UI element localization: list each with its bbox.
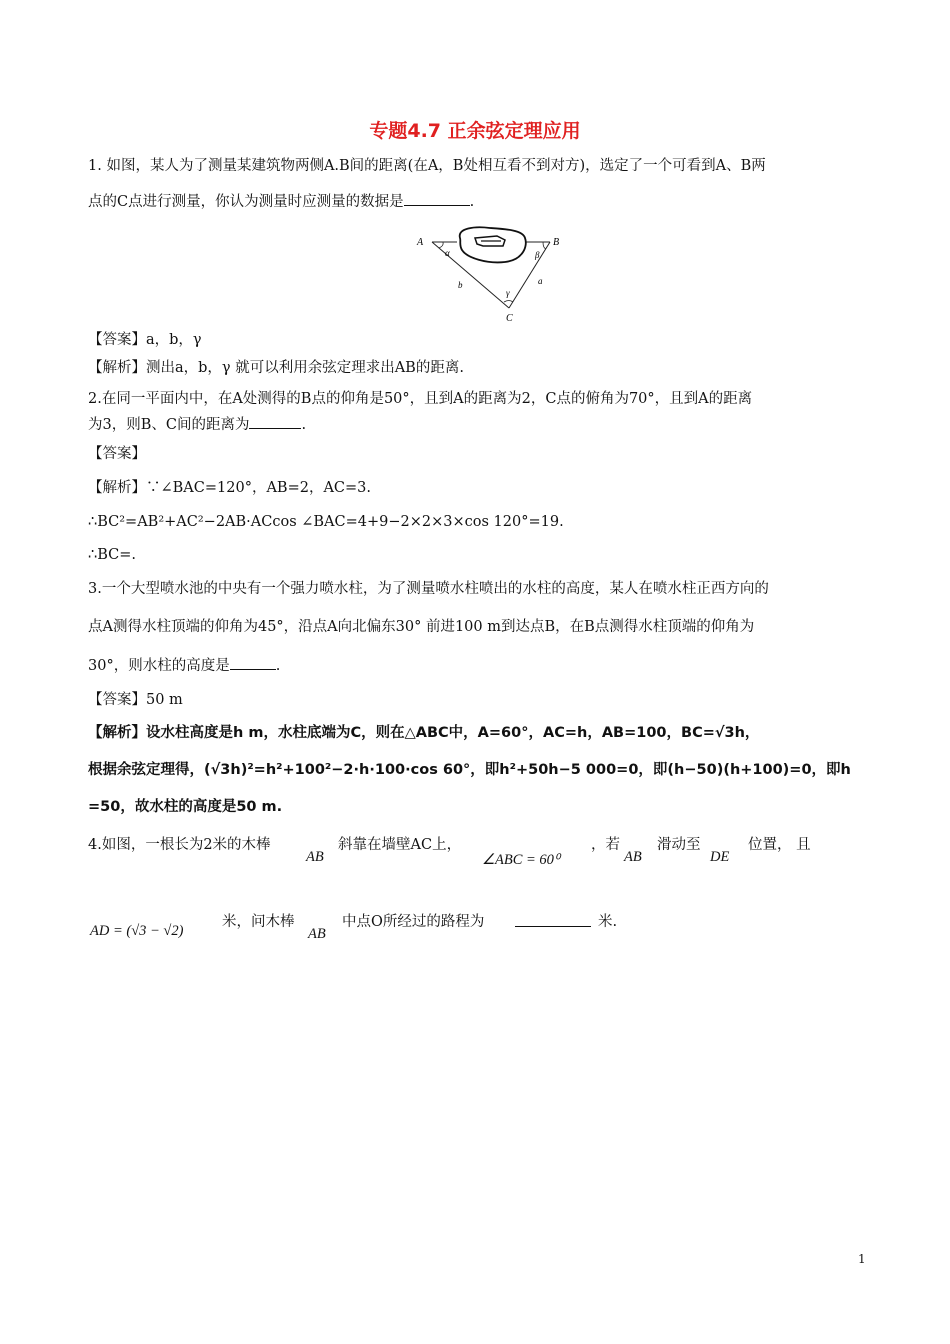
q4-math-DE: DE [710,849,730,865]
q3-answer-blank [230,655,276,670]
label-A: A [417,237,424,248]
q2-answer: 【答案】 [88,446,146,462]
q4-math-AB-2: AB [624,849,642,865]
q3-line3 [88,655,868,676]
q2-analysis-2: ∴BC²=AB²+AC²−2AB·ACcos ∠BAC=4+9−2×2×3×cos 120°=19. [88,514,564,530]
q3-line1: 3.一个大型喷水池的中央有一个强力喷水柱，为了测量喷水柱喷出的水柱的高度，某人在喷水柱正西方向的 [88,581,769,597]
q2-line2-end: . [301,417,307,433]
q4-text-2: 斜靠在墙壁AC上， [338,837,462,853]
label-gamma: γ [506,288,510,298]
label-beta: β [535,250,540,260]
q3-line3-end: . [275,658,281,674]
label-B: B [553,237,560,248]
q2-line2-text: 为3，则B、C间的距离为 [88,417,250,433]
label-alpha: α [445,248,450,258]
q4-text-5: 位置， 且 [748,837,811,853]
q1-line2-end: . [469,194,475,210]
q4-text-3: ，若 [591,837,620,853]
q1-line2-text: 点的C点进行测量，你认为测量时应测量的数据是 [88,194,404,210]
q4-text-8: 米. [598,914,618,930]
q4-text-4: 滑动至 [657,837,701,853]
page-number: 1 [858,1252,866,1266]
q2-line1: 2.在同一平面内中，在A处测得的B点的仰角是50°，且到A的距离为2，C点的俯角为70°，且到A的距离 [88,391,753,407]
page-title: 专题4.7 正余弦定理应用 [369,120,581,142]
q4-text-1: 4.如图，一根长为2米的木棒 [88,837,271,853]
q4-math-AB-1: AB [306,849,324,865]
label-b: b [458,280,463,290]
q1-line2 [88,191,868,212]
label-a: a [538,276,543,286]
q3-line3-text: 30°，则水柱的高度是 [88,658,230,674]
q4-math-AD: AD = (√3 − √2) [90,923,184,939]
q3-line2: 点A测得水柱顶端的仰角为45°，沿点A向北偏东30° 前进100 m到达点B，在B点测得水柱顶端的仰角为 [88,619,755,635]
q2-answer-blank [249,414,301,429]
q2-analysis-3: ∴BC=. [88,547,137,563]
q3-analysis-3: =50，故水柱的高度是50 m. [88,799,283,815]
q1-answer-blank [404,191,470,206]
q2-line2 [88,414,868,435]
q1-line1: 1. 如图，某人为了测量某建筑物两侧A.B间的距离(在A，B处相互看不到对方)，选定了一个可看到A、B两 [88,158,766,174]
q3-analysis-2: 根据余弦定理得，(√3h)²=h²+100²−2·h·100·cos 60°，即h²+50h−5 000=0，即(h−50)(h+100)=0，即h [88,762,851,778]
q4-math-AB-3: AB [308,926,326,942]
q1-analysis: 【解析】测出a，b，γ 就可以利用余弦定理求出AB的距离. [88,360,464,376]
q3-answer: 【答案】50 m [88,692,183,708]
label-C: C [506,313,513,324]
q4-math-angle: ∠ABC = 60⁰ [482,852,560,868]
q1-answer: 【答案】a，b，γ [88,332,202,348]
q3-analysis-1: 【解析】设水柱高度是h m，水柱底端为C，则在△ABC中，A=60°，AC=h，AB=100，BC=√3h， [88,725,760,741]
q4-text-6: 米，问木棒 [222,914,295,930]
q4-answer-blank [515,912,591,933]
q4-text-7: 中点O所经过的路程为 [342,914,485,930]
q2-analysis-1: 【解析】∵∠BAC=120°，AB=2，AC=3. [88,480,371,496]
q1-triangle-figure [405,224,580,324]
